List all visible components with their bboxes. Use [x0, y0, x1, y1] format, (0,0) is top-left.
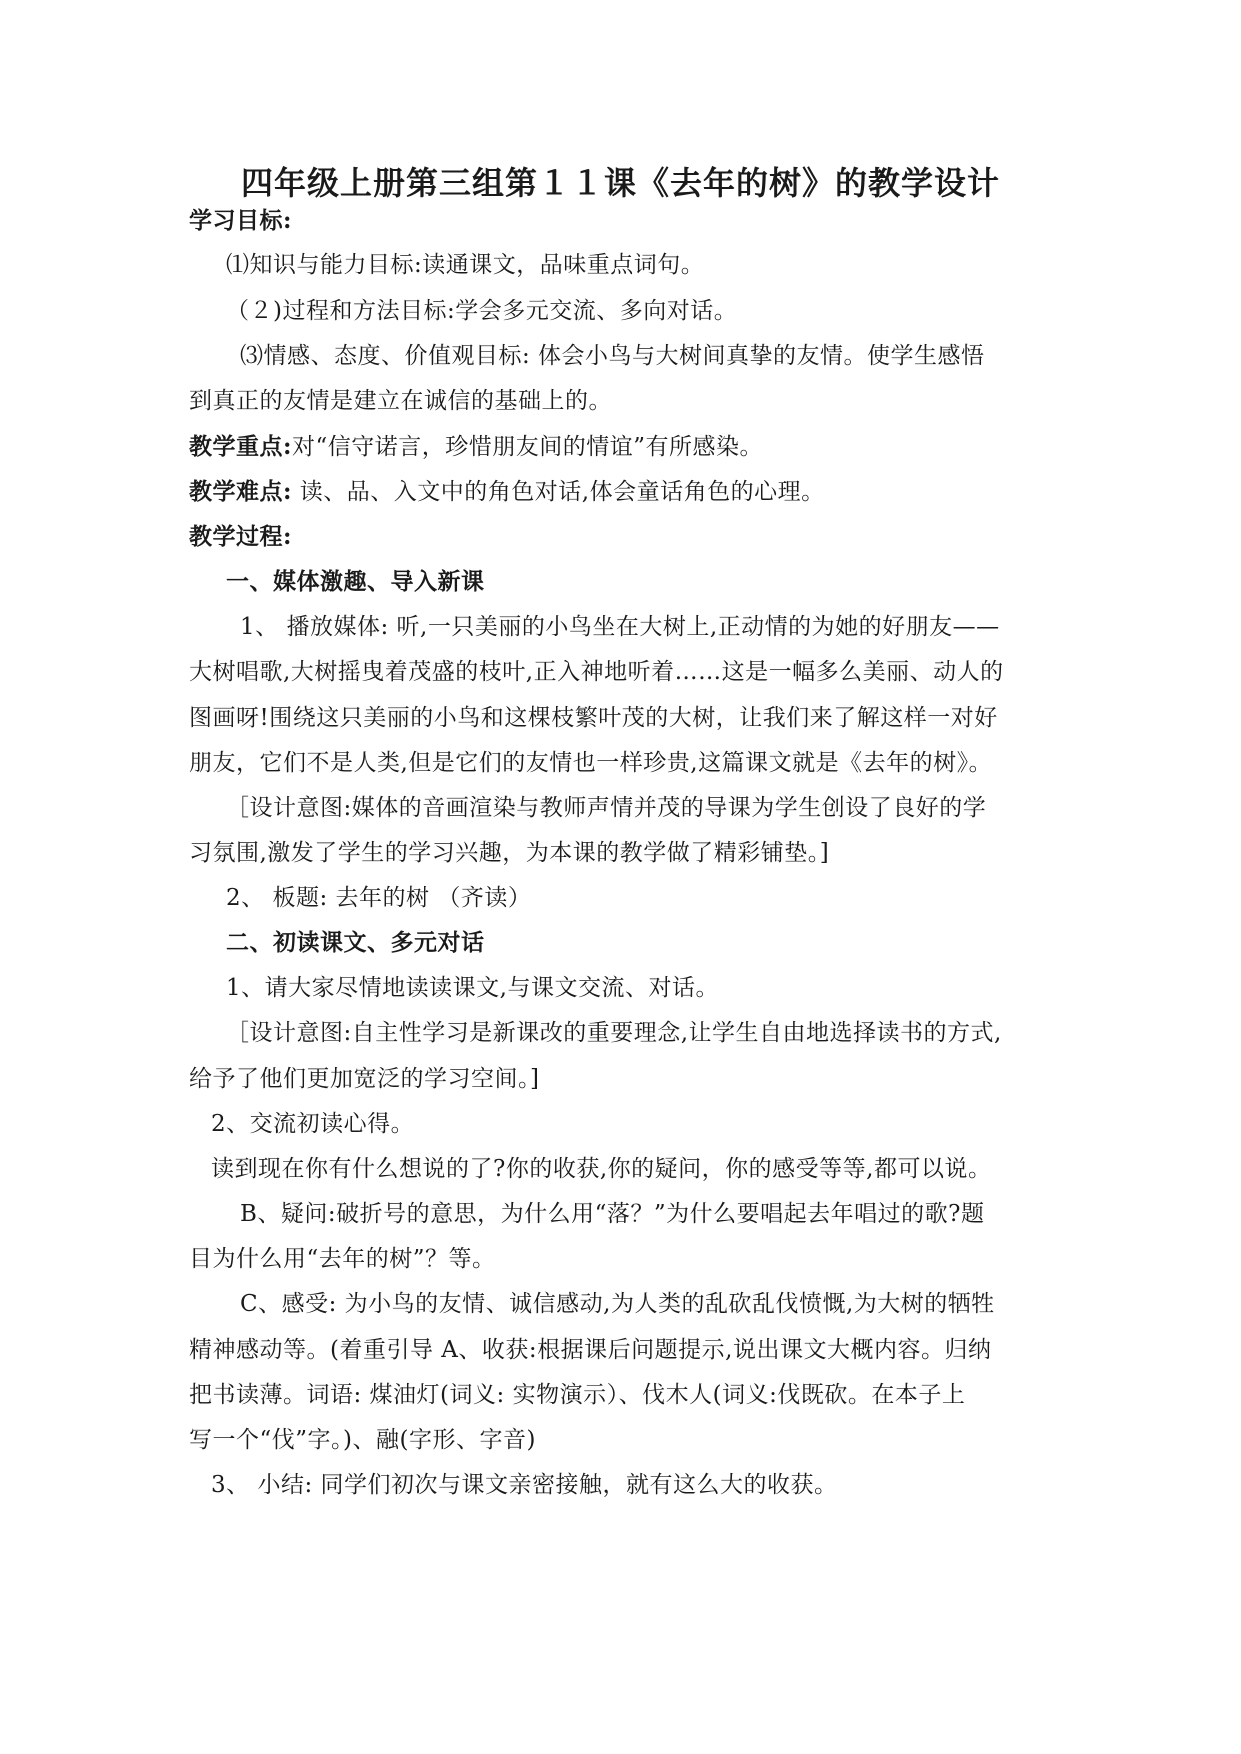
section-2-paragraph-3: 读到现在你有什么想说的了?你的收获,你的疑问，你的感受等等,都可以说。: [211, 1156, 992, 1182]
document-title: 四年级上册第三组第１１课《去年的树》的教学设计: [240, 164, 1000, 202]
key-point-text: 对“信守诺言，珍惜朋友间的情谊”有所感染。: [292, 434, 764, 460]
section-2-item-c-line-4: 写一个“伐”字。)、融(字形、字音): [189, 1427, 536, 1453]
process-heading: 教学过程:: [189, 523, 292, 550]
section-2-item-b-line-2: 目为什么用“去年的树”？等。: [189, 1246, 496, 1272]
section-1-paragraph-1-line-1: 1、 播放媒体: 听,一只美丽的小鸟坐在大树上,正动情的为她的好朋友——: [240, 614, 1000, 640]
objective-item-1: ⑴知识与能力目标:读通课文，品味重点词句。: [226, 252, 705, 278]
objectives-heading: 学习目标:: [189, 207, 292, 234]
section-2-item-b-line-1: B、疑问:破折号的意思，为什么用“落？”为什么要唱起去年唱过的歌?题: [240, 1201, 985, 1227]
section-1-intent-line-1: ［设计意图:媒体的音画渲染与教师声情并茂的导课为学生创设了良好的学: [226, 795, 987, 821]
section-1-intent-line-2: 习氛围,激发了学生的学习兴趣，为本课的教学做了精彩铺垫。]: [189, 840, 830, 866]
section-2-paragraph-4: 3、 小结: 同学们初次与课文亲密接触，就有这么大的收获。: [211, 1472, 838, 1498]
section-2-intent-line-2: 给予了他们更加宽泛的学习空间。]: [189, 1066, 540, 1092]
difficulty-label: 教学难点:: [189, 478, 292, 505]
objective-item-3-line-1: ⑶情感、态度、价值观目标: 体会小鸟与大树间真挚的友情。使学生感悟: [240, 343, 985, 369]
objective-item-2: （２)过程和方法目标:学会多元交流、多向对话。: [226, 298, 738, 324]
section-1-paragraph-2: 2、 板题: 去年的树 （齐读）: [226, 885, 532, 911]
key-point-label: 教学重点:: [189, 433, 292, 460]
section-2-paragraph-2: 2、交流初读心得。: [211, 1111, 415, 1137]
difficulty-text: 读、品、入文中的角色对话,体会童话角色的心理。: [292, 479, 825, 505]
section-1-paragraph-1-line-3: 图画呀!围绕这只美丽的小鸟和这棵枝繁叶茂的大树，让我们来了解这样一对好: [189, 705, 998, 731]
section-2-heading: 二、初读课文、多元对话: [226, 929, 485, 956]
section-2-intent-line-1: ［设计意图:自主性学习是新课改的重要理念,让学生自由地选择读书的方式,: [226, 1020, 1002, 1046]
section-2-item-c-line-2: 精神感动等。(着重引导 A、收获:根据课后问题提示,说出课文大概内容。归纳: [189, 1337, 992, 1363]
section-1-heading: 一、媒体激趣、导入新课: [226, 568, 485, 595]
section-1-paragraph-1-line-2: 大树唱歌,大树摇曳着茂盛的枝叶,正入神地听着……这是一幅多么美丽、动人的: [189, 659, 1004, 685]
objective-item-3-line-2: 到真正的友情是建立在诚信的基础上的。: [189, 388, 612, 414]
section-1-paragraph-1-line-4: 朋友，它们不是人类,但是它们的友情也一样珍贵,这篇课文就是《去年的树》。: [189, 750, 993, 776]
section-2-item-c-line-3: 把书读薄。词语: 煤油灯(词义: 实物演示）、伐木人(词义:伐既砍。在本子上: [189, 1382, 966, 1408]
section-2-paragraph-1: 1、请大家尽情地读读课文,与课文交流、对话。: [226, 975, 719, 1001]
section-2-item-c-line-1: C、感受: 为小鸟的友情、诚信感动,为人类的乱砍乱伐愤慨,为大树的牺牲: [240, 1291, 995, 1317]
difficulty: [189, 477, 825, 507]
key-point: [189, 432, 763, 462]
